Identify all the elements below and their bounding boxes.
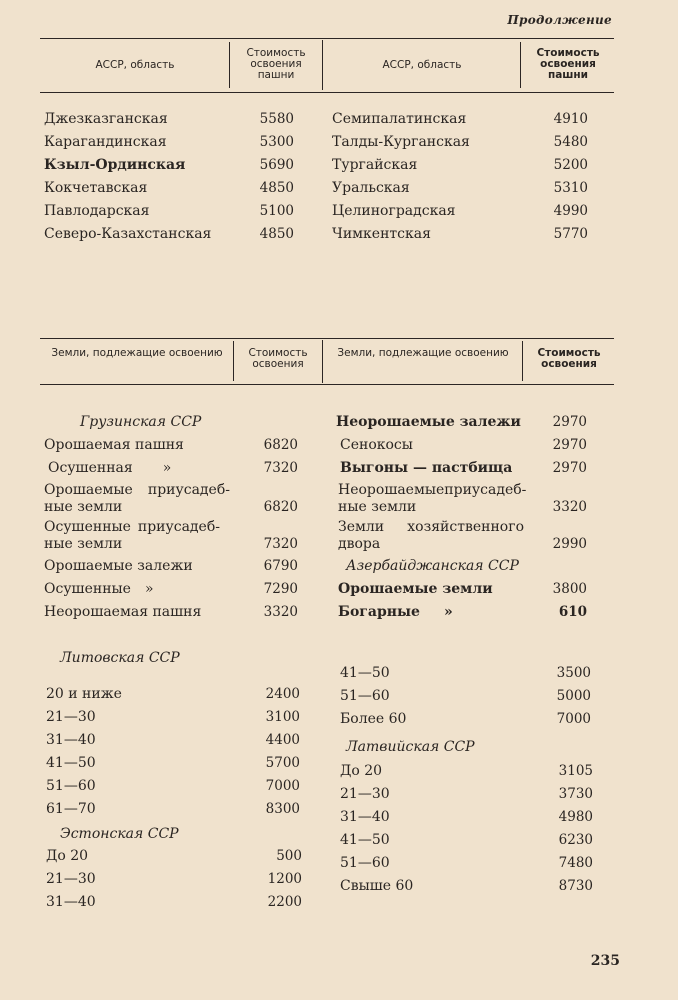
region-name: Уральская — [332, 180, 410, 196]
land-value: 2990 — [552, 536, 587, 552]
land-name-multiline: Осушенные приусадеб- ные земли — [44, 519, 220, 552]
table1-top-rule — [40, 38, 614, 39]
score-range: 41—50 — [340, 665, 390, 681]
region-value: 4850 — [259, 226, 294, 242]
score-range: 31—40 — [46, 732, 96, 748]
continuation-label: Продолжение — [507, 13, 612, 27]
region-name: Павлодарская — [44, 203, 150, 219]
score-value: 4400 — [265, 732, 300, 748]
score-range: 31—40 — [340, 809, 390, 825]
divider — [520, 42, 521, 88]
region-value: 5690 — [259, 157, 294, 173]
score-value: 2400 — [265, 686, 300, 702]
header-land-right: Земли, подлежащие освоению — [337, 347, 509, 359]
score-value: 3730 — [558, 786, 593, 802]
score-range: До 20 — [46, 848, 89, 864]
region-name: Тургайская — [332, 157, 418, 173]
divider — [522, 341, 523, 381]
divider — [233, 341, 234, 381]
region-name: Карагандинская — [44, 134, 167, 150]
land-value: 2970 — [552, 414, 587, 430]
land-name: Сенокосы — [340, 437, 413, 453]
region-value: 5100 — [259, 203, 294, 219]
land-name: Неорошаемые залежи — [336, 414, 521, 430]
score-range: 51—60 — [340, 688, 390, 704]
land-name: Орошаемые залежи — [44, 558, 193, 574]
score-value: 8730 — [558, 878, 593, 894]
land-value: 2970 — [552, 460, 587, 476]
score-range: 41—50 — [46, 755, 96, 771]
score-value: 5700 — [265, 755, 300, 771]
score-value: 7480 — [558, 855, 593, 871]
score-range: 21—30 — [46, 709, 96, 725]
table2-top-rule — [40, 338, 614, 339]
score-range: 21—30 — [46, 871, 96, 887]
score-value: 5000 — [556, 688, 591, 704]
score-range: 51—60 — [46, 778, 96, 794]
section-title-lithuania: Литовская ССР — [60, 650, 180, 666]
score-value: 2200 — [267, 894, 302, 910]
header-cost-right: Стоимость освоения — [537, 347, 601, 370]
region-name: Северо-Казахстанская — [44, 226, 212, 242]
table1-bottom-rule — [40, 92, 614, 93]
score-range: Более 60 — [340, 711, 407, 727]
score-range: 20 и ниже — [46, 686, 122, 702]
score-range: 51—60 — [340, 855, 390, 871]
land-value: 7290 — [263, 581, 298, 597]
score-value: 3100 — [265, 709, 300, 725]
region-value: 4910 — [553, 111, 588, 127]
table2-bottom-rule — [40, 384, 614, 385]
region-value: 5580 — [259, 111, 294, 127]
header-region-left: АССР, область — [95, 59, 175, 71]
region-value: 4990 — [553, 203, 588, 219]
land-name: Неорошаемая пашня — [44, 604, 202, 620]
section-title-estonia: Эстонская ССР — [60, 826, 179, 842]
score-value: 500 — [276, 848, 302, 864]
header-land-left: Земли, подлежащие освоению — [51, 347, 223, 359]
score-range: 61—70 — [46, 801, 96, 817]
header-region-right: АССР, область — [382, 59, 462, 71]
section-title-azerbaijan: Азербайджанская ССР — [346, 558, 519, 574]
land-value: 2970 — [552, 437, 587, 453]
land-name: Выгоны — пастбища — [340, 460, 513, 476]
score-value: 8300 — [265, 801, 300, 817]
section-title-georgia: Грузинская ССР — [80, 414, 202, 430]
land-name: Богарные » — [338, 604, 453, 620]
land-value: 610 — [558, 604, 587, 620]
score-value: 6230 — [558, 832, 593, 848]
region-name: Целиноградская — [332, 203, 456, 219]
score-value: 3105 — [558, 763, 593, 779]
region-value: 4850 — [259, 180, 294, 196]
land-value: 6820 — [263, 499, 298, 515]
score-range: 31—40 — [46, 894, 96, 910]
region-value: 5200 — [553, 157, 588, 173]
land-value: 3320 — [263, 604, 298, 620]
region-name: Джезказганская — [44, 111, 168, 127]
region-name: Семипалатинская — [332, 111, 467, 127]
region-name: Чимкентская — [332, 226, 431, 242]
score-value: 7000 — [265, 778, 300, 794]
region-value: 5310 — [553, 180, 588, 196]
region-value: 5480 — [553, 134, 588, 150]
region-name: Кокчетавская — [44, 180, 148, 196]
land-value: 3800 — [552, 581, 587, 597]
divider — [229, 42, 230, 88]
land-name: Орошаемые земли — [338, 581, 493, 597]
land-name: Орошаемая пашня — [44, 437, 184, 453]
score-range: 21—30 — [340, 786, 390, 802]
land-value: 7320 — [263, 536, 298, 552]
land-name: Осушенная » — [48, 460, 172, 476]
land-value: 7320 — [263, 460, 298, 476]
region-value: 5300 — [259, 134, 294, 150]
header-cost-left: Стоимость освоения пашни — [246, 47, 306, 81]
header-cost-left: Стоимость освоения — [248, 347, 308, 370]
page-number: 235 — [590, 953, 620, 969]
region-name: Кзыл-Ординская — [44, 157, 186, 173]
land-name-multiline: Земли хозяйственного двора — [338, 519, 524, 552]
score-value: 4980 — [558, 809, 593, 825]
score-value: 1200 — [267, 871, 302, 887]
score-range: Свыше 60 — [340, 878, 414, 894]
land-value: 6790 — [263, 558, 298, 574]
section-title-latvia: Латвийская ССР — [346, 739, 475, 755]
region-name: Талды-Курганская — [332, 134, 470, 150]
score-value: 7000 — [556, 711, 591, 727]
score-value: 3500 — [556, 665, 591, 681]
region-value: 5770 — [553, 226, 588, 242]
land-value: 6820 — [263, 437, 298, 453]
score-range: 41—50 — [340, 832, 390, 848]
score-range: До 20 — [340, 763, 383, 779]
land-name-multiline: Неорошаемые приусадеб- ные земли — [338, 482, 527, 515]
land-value: 3320 — [552, 499, 587, 515]
divider — [322, 40, 323, 90]
land-name-multiline: Орошаемые приусадеб- ные земли — [44, 482, 230, 515]
header-cost-right: Стоимость освоения пашни — [536, 47, 600, 81]
divider — [322, 340, 323, 383]
land-name: Осушенные » — [44, 581, 154, 597]
